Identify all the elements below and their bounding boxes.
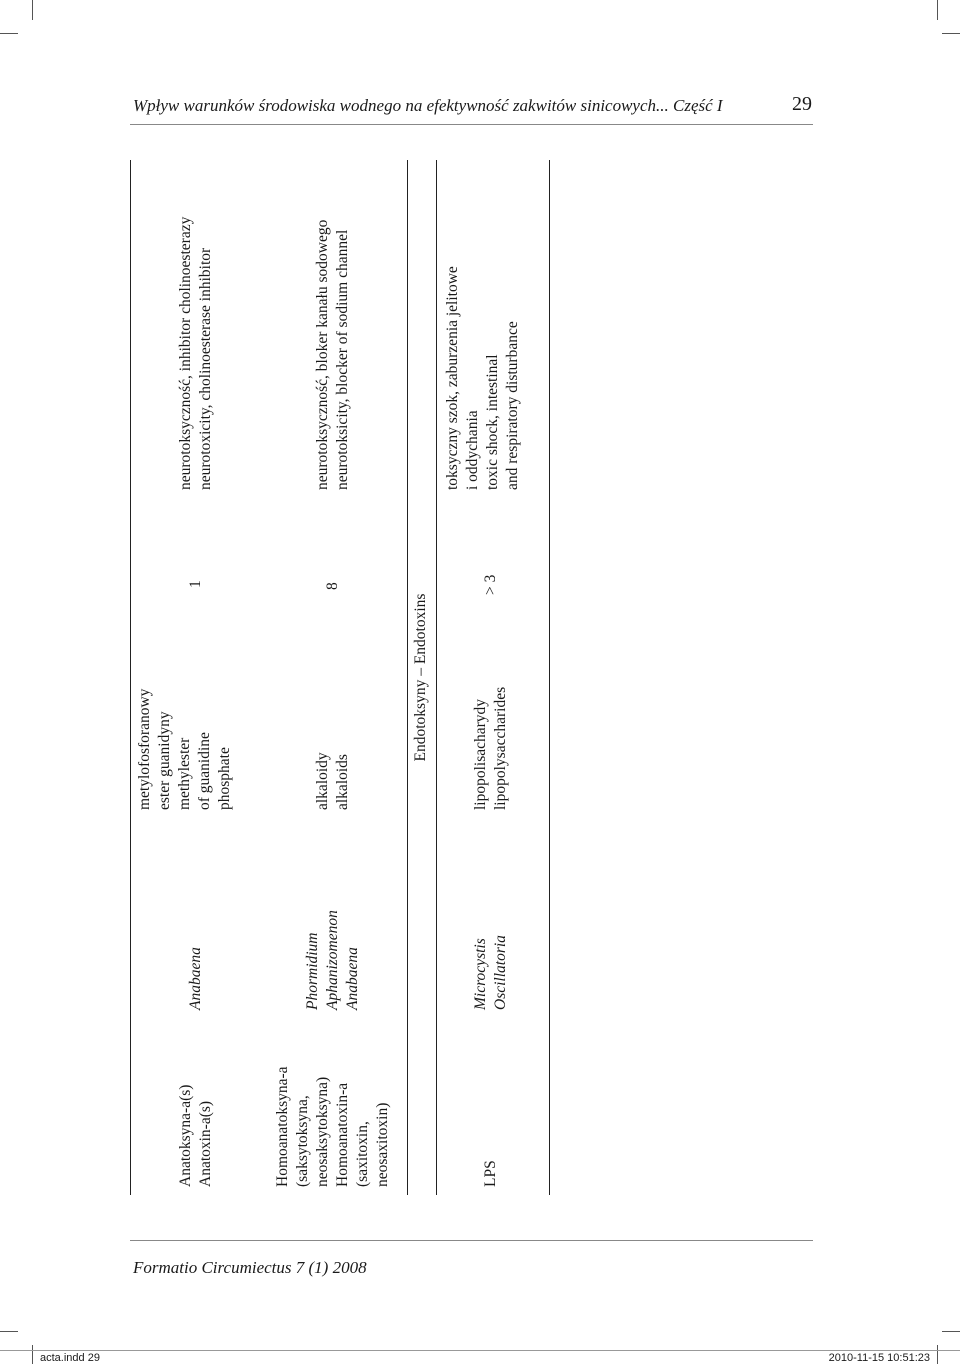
chemistry-cell [135, 689, 235, 810]
genus-name: Anabaena [344, 947, 361, 1010]
chemistry-line: alkaloids [334, 754, 351, 810]
chemistry-line: of guanidine [196, 732, 213, 810]
chemistry-line: phosphate [216, 747, 233, 810]
genus-name: Microcystis [472, 938, 489, 1010]
chemistry-line: metylofosforanowy [136, 688, 153, 810]
chemistry-line: lipopolysaccharides [492, 686, 509, 810]
effect-pl: neurotoksyczność, bloker kanału sodowego [314, 219, 331, 490]
section-header: Endotoksyny – Endotoxins [412, 593, 429, 762]
toxin-name-line: neosaksytoksyna) [314, 1076, 331, 1187]
crop-mark [0, 33, 18, 34]
chemistry-cell [313, 752, 353, 810]
effect-cell [443, 266, 523, 490]
toxin-name-cell [176, 1085, 216, 1187]
effect-en: neurotoksicity, blocker of sodium channel [334, 229, 351, 490]
effect-line: i oddychania [464, 410, 481, 490]
effect-en: neurotoxicity, cholinoesterase inhibitor [197, 247, 214, 490]
table-row [265, 160, 405, 1195]
chemistry-line: ester guanidyny [156, 711, 173, 810]
slug-timestamp: 2010-11-15 10:51:23 [828, 1352, 930, 1364]
header-rule [130, 124, 813, 125]
table-row [437, 160, 549, 1195]
chemistry-line: lipopolisacharydy [472, 698, 489, 810]
effect-cell [176, 217, 216, 490]
crop-mark [942, 33, 960, 34]
toxin-name-cell [273, 1066, 393, 1187]
effect-pl: neurotoksyczność, inhibitor cholinoesterazy [177, 216, 194, 490]
crop-mark [32, 0, 33, 20]
chemistry-line: alkaloidy [314, 752, 331, 810]
toxin-name-line: neosaxitoxin) [374, 1102, 391, 1187]
crop-mark [942, 1331, 960, 1332]
count-cell: 1 [187, 580, 204, 588]
toxin-name-line: Homoanatoxin-a [334, 1082, 351, 1187]
genus-name: Aphanizomenon [324, 910, 341, 1010]
page-number: 29 [792, 93, 812, 115]
effect-line: and respiratory disturbance [504, 321, 521, 490]
toxin-name-pl: Anatoksyna-a(s) [177, 1084, 194, 1187]
genera-cell [186, 947, 206, 1010]
crop-mark [937, 0, 938, 20]
table-rule-bottom [549, 160, 550, 1195]
running-title: Wpływ warunków środowiska wodnego na efektywność zakwitów sinicowych... Część I [133, 96, 723, 115]
crop-mark [0, 1331, 18, 1332]
toxin-name-en: Anatoxin-a(s) [197, 1100, 214, 1187]
genera-cell [303, 910, 363, 1010]
genera-cell [471, 935, 511, 1010]
print-slug [0, 1350, 960, 1365]
effect-line: toxic shock, intestinal [484, 354, 501, 490]
toxin-table [130, 160, 555, 1195]
table-row [130, 160, 260, 1195]
genus-name: Oscillatoria [492, 935, 509, 1010]
toxin-name-cell: LPS [482, 1160, 499, 1187]
table-rule-section-top [407, 160, 408, 1195]
journal-citation: Formatio Circumiectus 7 (1) 2008 [133, 1258, 367, 1277]
count-cell: 8 [324, 582, 341, 590]
toxin-name-line: (saxitoxin, [354, 1121, 371, 1187]
slug-file: acta.indd 29 [40, 1352, 100, 1364]
count-cell: > 3 [482, 574, 499, 595]
toxin-name-line: Homoanatoksyna-a [274, 1066, 291, 1187]
chemistry-line: methylester [176, 737, 193, 810]
genus-name: Anabaena [187, 947, 204, 1010]
footer-rule [130, 1240, 813, 1241]
toxin-name-line: (saksytoksyna, [294, 1095, 311, 1187]
genus-name: Phormidium [304, 932, 321, 1010]
chemistry-cell [471, 687, 511, 810]
effect-line: toksyczny szok, zaburzenia jelitowe [444, 266, 461, 490]
effect-cell [313, 220, 353, 490]
